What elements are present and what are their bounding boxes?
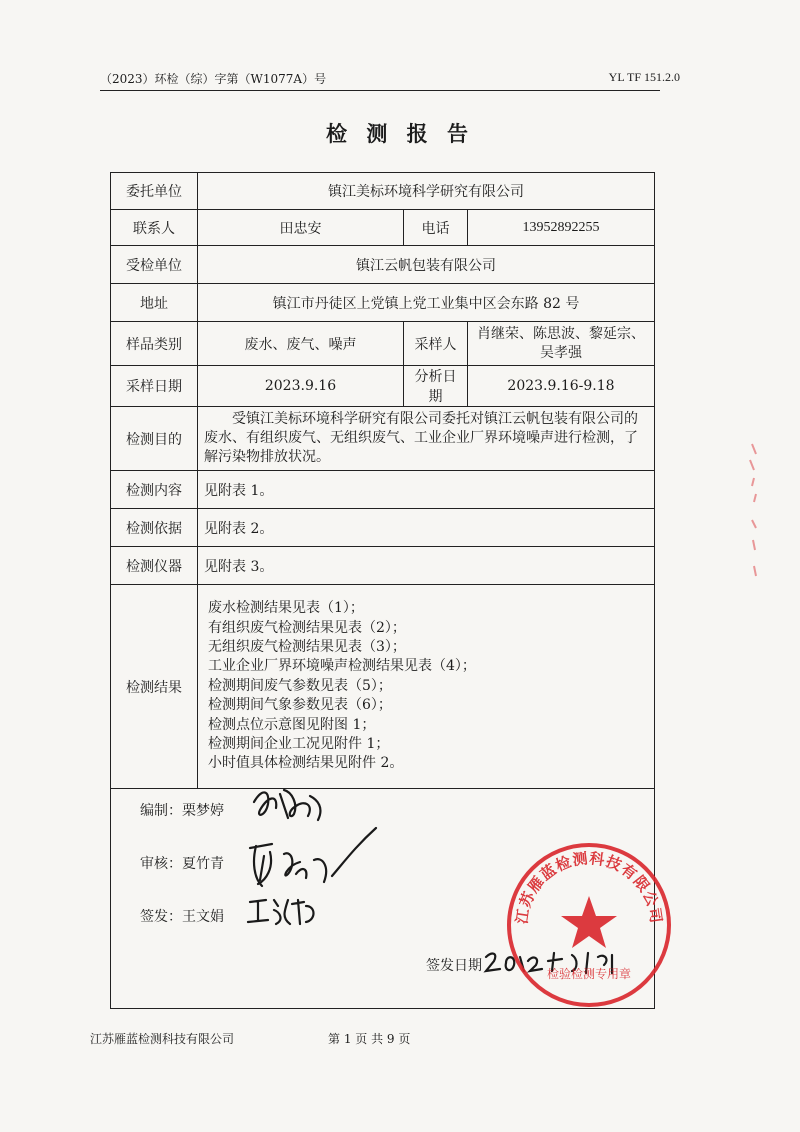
result-line: 无组织废气检测结果见表（3）； <box>208 638 406 655</box>
inspection-stamp <box>502 838 676 1012</box>
inspected-label: 受检单位 <box>111 246 198 284</box>
sampler-value <box>468 322 655 366</box>
phone-label: 电话 <box>404 210 468 246</box>
client-value: 镇江美标环境科学研究有限公司 <box>198 173 655 210</box>
phone-value: 13952892255 <box>468 210 655 246</box>
reviewer-line: 审核：夏竹青 <box>140 856 224 872</box>
footer-page: 第 1 页 共 9 页 <box>328 1032 411 1046</box>
instrument-label: 检测仪器 <box>111 547 198 585</box>
contact-value: 田忠安 <box>198 210 404 246</box>
purpose-label: 检测目的 <box>111 407 198 471</box>
result-line: 小时值具体检测结果见附件 2。 <box>208 755 404 772</box>
sample-type-label: 样品类别 <box>111 322 198 366</box>
report-title: 检 测 报 告 <box>326 121 474 146</box>
sampler-line1: 肖继荣、陈思波、黎延宗、 <box>477 325 645 342</box>
row-client <box>111 173 655 210</box>
client-label: 委托单位 <box>111 173 198 210</box>
footer-company: 江苏雁蓝检测科技有限公司 <box>90 1032 235 1046</box>
results-value <box>198 585 655 789</box>
address-value: 镇江市丹徒区上党镇上党工业集中区会东路 82 号 <box>198 284 655 322</box>
content-label: 检测内容 <box>111 471 198 509</box>
sampling-date-value: 2023.9.16 <box>198 366 404 407</box>
row-dates <box>111 366 655 407</box>
row-results <box>111 585 655 789</box>
stamp-star-icon <box>561 896 617 948</box>
row-content <box>111 471 655 509</box>
result-line: 有组织废气检测结果见表（2）； <box>208 619 406 636</box>
result-line: 检测期间废气参数见表（5）； <box>208 677 392 694</box>
basis-value: 见附表 2。 <box>198 509 655 547</box>
result-line: 检测点位示意图见附图 1； <box>208 716 376 733</box>
reviewer-signature <box>244 822 384 896</box>
stamp-text: 江苏雁蓝检测科技有限公司 <box>512 849 666 926</box>
result-line: 工业企业厂界环境噪声检测结果见表（4）； <box>208 658 476 675</box>
row-inspected <box>111 246 655 284</box>
form-code: YL TF 151.2.0 <box>608 70 680 84</box>
purpose-value: 受镇江美标环境科学研究有限公司委托对镇江云帆包装有限公司的废水、有组织废气、无组织废气、工业企业厂界环境噪声进行检测，了解污染物排放状况。 <box>198 407 655 471</box>
issuer-line: 签发：王文娟 <box>140 909 224 925</box>
row-basis <box>111 509 655 547</box>
issuer-signature <box>244 892 324 932</box>
result-line: 检测期间气象参数见表（6）； <box>208 697 392 714</box>
row-address <box>111 284 655 322</box>
row-contact <box>111 210 655 246</box>
analysis-date-label: 分析日期 <box>404 366 468 407</box>
row-sample <box>111 322 655 366</box>
basis-label: 检测依据 <box>111 509 198 547</box>
stamp-subtext: 检验检测专用章 <box>546 967 632 981</box>
result-line: 废水检测结果见表（1）； <box>208 600 364 617</box>
row-instrument <box>111 547 655 585</box>
contact-label: 联系人 <box>111 210 198 246</box>
instrument-value: 见附表 3。 <box>198 547 655 585</box>
issue-date-label: 签发日期 <box>426 958 482 974</box>
header-rule <box>100 90 660 91</box>
sampling-date-label: 采样日期 <box>111 366 198 407</box>
edge-seal-marks <box>744 440 764 590</box>
report-number: （2023）环检（综）字第（W1077A）号 <box>100 72 327 86</box>
sampler-line2: 吴孝强 <box>540 344 582 361</box>
address-label: 地址 <box>111 284 198 322</box>
sample-type-value: 废水、废气、噪声 <box>198 322 404 366</box>
sampler-label: 采样人 <box>404 322 468 366</box>
compiler-line: 编制：栗梦婷 <box>140 803 224 819</box>
analysis-date-value: 2023.9.16-9.18 <box>468 366 655 407</box>
row-purpose <box>111 407 655 471</box>
result-line: 检测期间企业工况见附件 1； <box>208 736 390 753</box>
inspected-value: 镇江云帆包装有限公司 <box>198 246 655 284</box>
results-label: 检测结果 <box>111 585 198 789</box>
content-value: 见附表 1。 <box>198 471 655 509</box>
